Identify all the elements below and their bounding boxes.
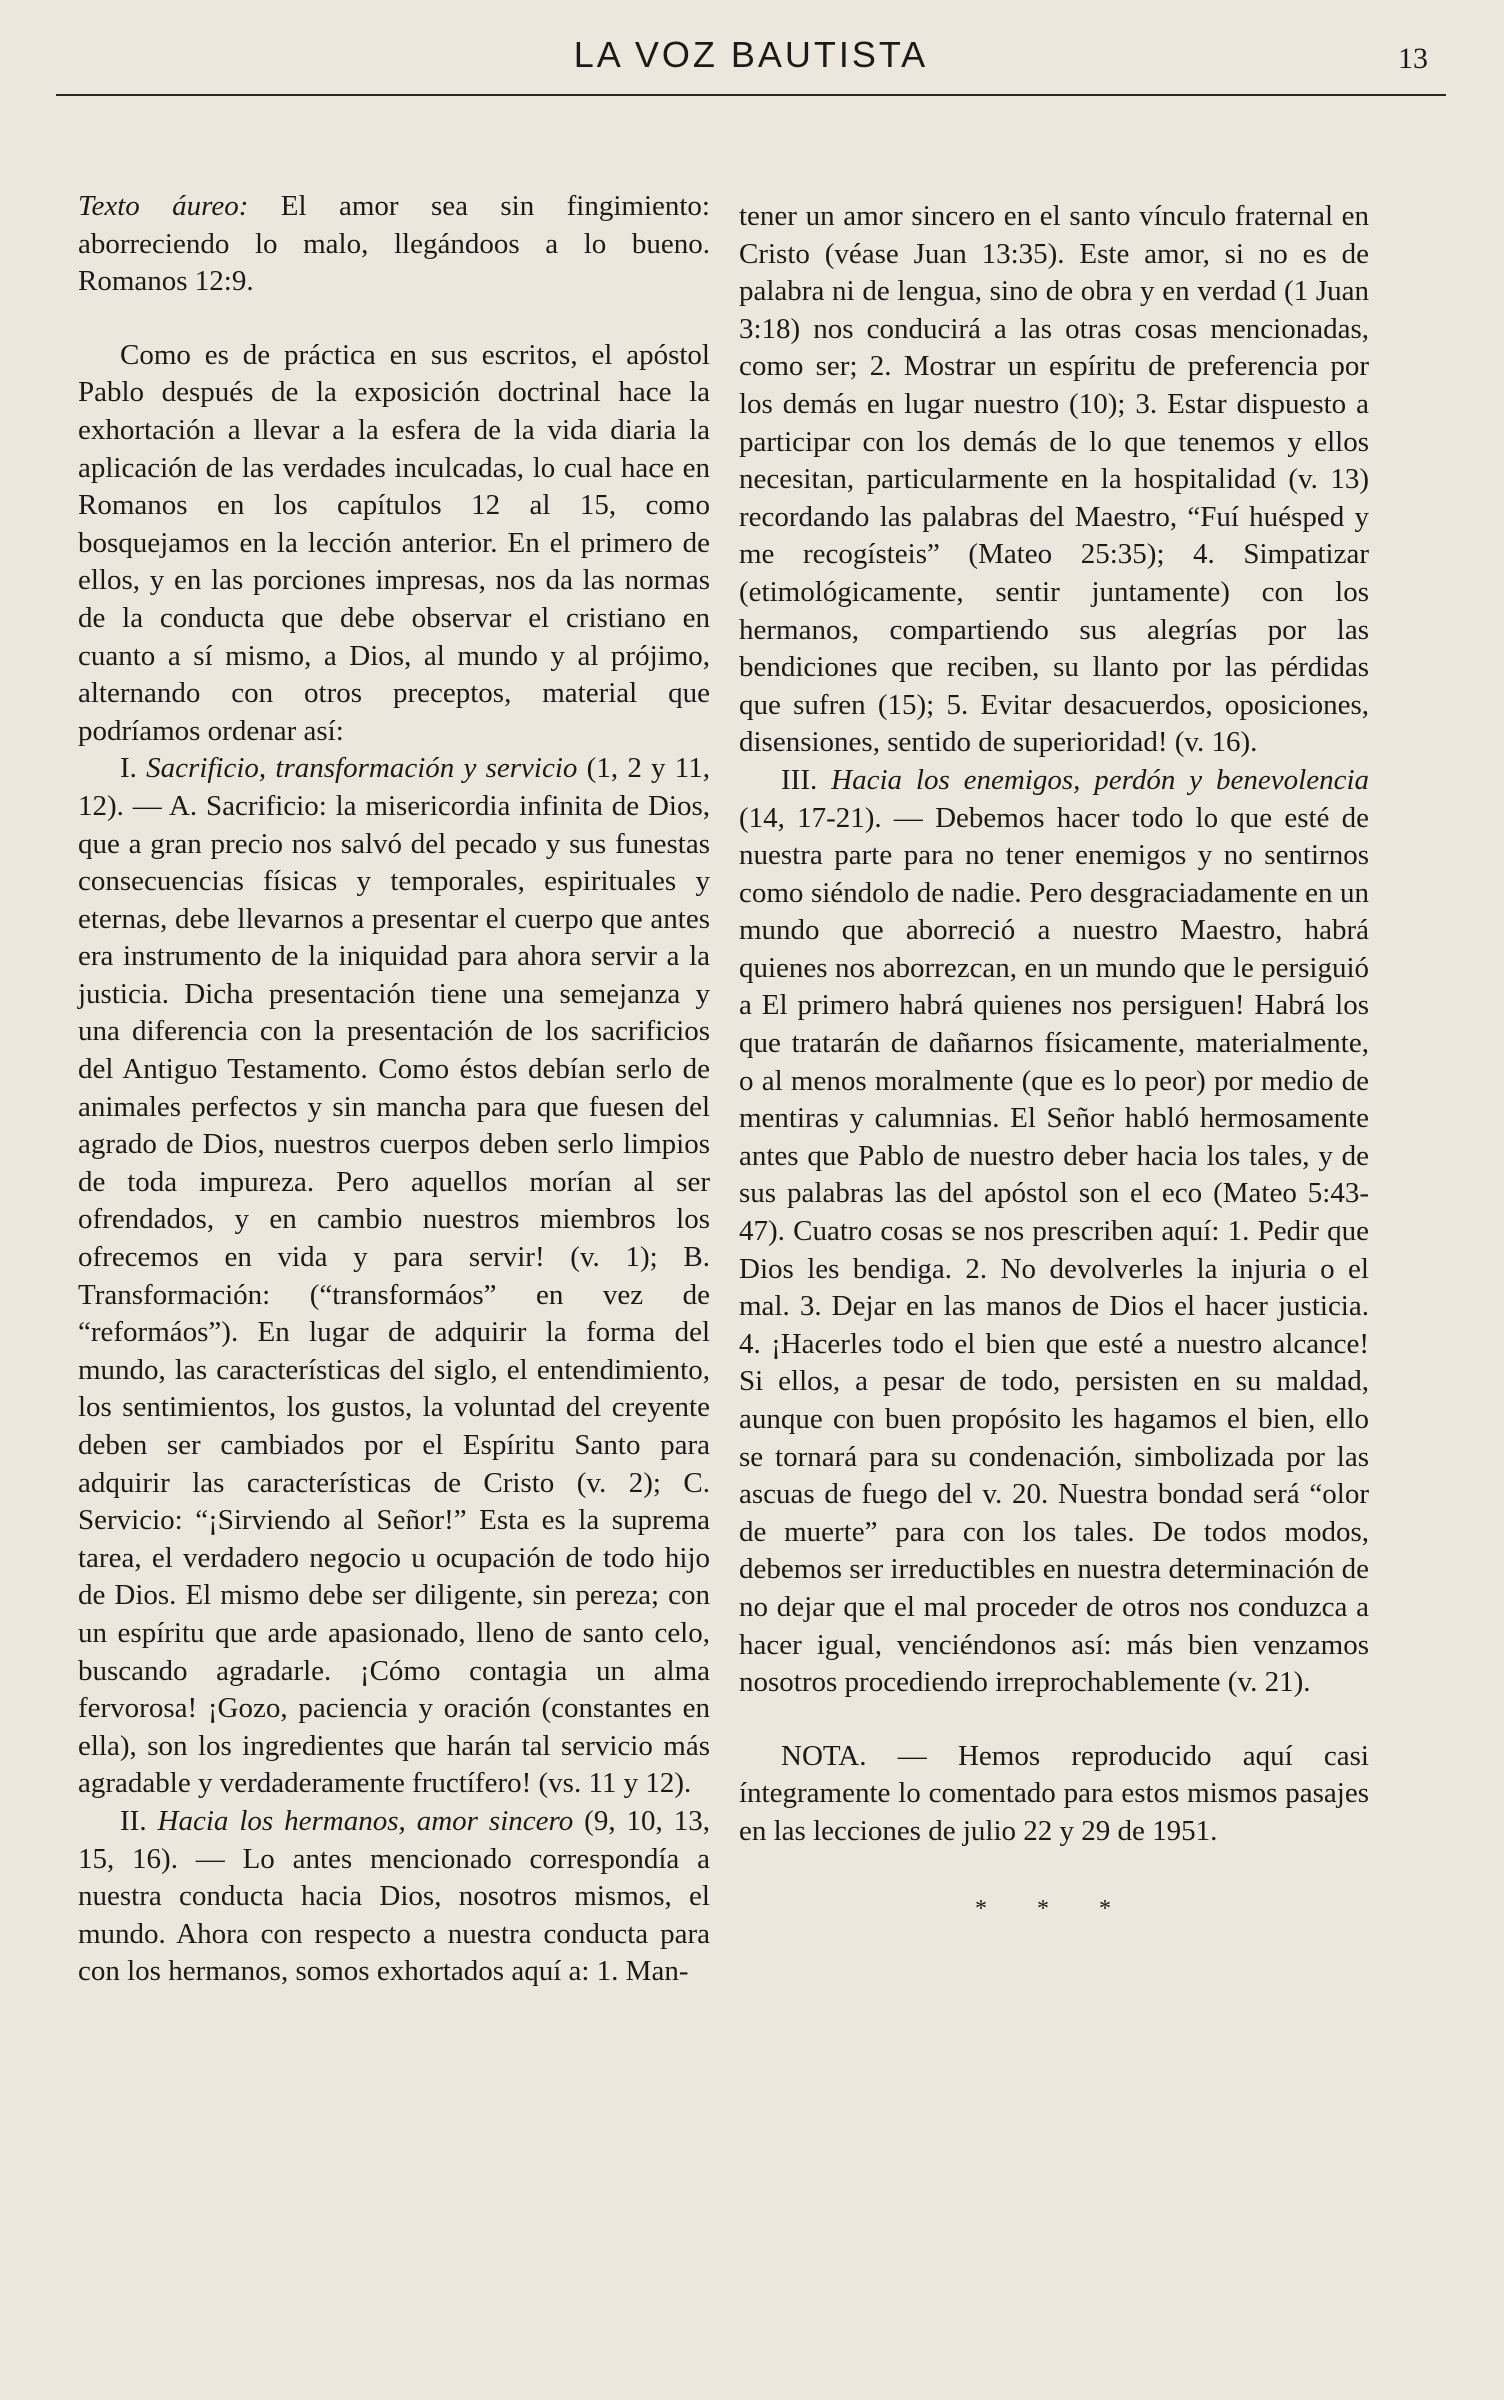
page-number: 13 bbox=[1398, 42, 1428, 75]
section-3-title: Hacia los enemigos, perdón y benevolencia bbox=[831, 763, 1369, 796]
section-2-body: (9, 10, 13, 15, 16). — Lo antes mencionado correspondía a nuestra conducta hacia Dios, nosotros mismos, el mundo. Ahora con respecto a nuestra conducta para con los hermanos, somos exhortados aquí a: 1. Man- bbox=[78, 1804, 710, 1988]
left-column bbox=[78, 188, 710, 1991]
note-paragraph: NOTA. — Hemos reproducido aquí casi íntegramente lo comentado para estos mismos pasajes en las lecciones de julio 22 y 29 de 1951. bbox=[739, 1739, 1369, 1847]
section-1-body: (1, 2 y 11, 12). — A. Sacrificio: la misericordia infinita de Dios, que a gran precio nos salvó del pecado y sus funestas consecuencias físicas y temporales, espirituales y eternas, debe llevarnos a presentar el cuerpo que antes era instrumento de la iniquidad para ahora servir a la justicia. Dicha presentación tiene una semejanza y una diferencia con la presentación de los sacrificios del Antiguo Testamento. Como éstos debían serlo de animales perfectos y sin mancha para que fuesen del agrado de Dios, nuestros cuerpos deben serlo limpios de toda impureza. Pero aquellos morían al ser ofrendados, y en cambio nuestros miembros los ofrecemos en vida y para servir! (v. 1); B. Transformación: (“transformáos” en vez de “reformáos”). En lugar de adquirir la forma del mundo, las características del siglo, el entendimiento, los sentimientos, los gustos, la voluntad del creyente deben ser cambiados por el Espíritu Santo para adquirir las características de Cristo (v. 2); C. Servicio: “¡Sirviendo al Señor!” Esta es la suprema tarea, el verdadero negocio u ocupación de todo hijo de Dios. El mismo debe ser diligente, sin pereza; con un espíritu que arde apasionado, lleno de santo celo, buscando agradarle. ¡Cómo contagia un alma fervorosa! ¡Gozo, paciencia y oración (constantes en ella), son los ingredientes que harán tal servicio más agradable y verdaderamente fructífero! (vs. 11 y 12). bbox=[78, 752, 710, 1800]
section-1-title: Sacrificio, transformación y servicio bbox=[146, 752, 578, 785]
section-2-continued: tener un amor sincero en el santo vínculo fraternal en Cristo (véase Juan 13:35). Este amor, si no es de palabra ni de lengua, sino de obra y en verdad (1 Juan 3:18) nos conducirá a las otras cosas mencionadas, como ser; 2. Mostrar un espíritu de preferencia por los demás en lugar nuestro (10); 3. Estar dispuesto a participar con los demás de lo que tenemos y ellos necesitan, particularmente en la hospitalidad (v. 13) recordando las palabras del Maestro, “Fuí huésped y me recogísteis” (Mateo 25:35); 4. Simpatizar (etimológicamente, sentir juntamente) con los hermanos, compartiendo sus alegrías por las bendiciones que reciben, su llanto por las pérdidas que sufren (15); 5. Evitar desacuerdos, oposiciones, disensiones, sentido de superioridad! (v. 16). bbox=[739, 200, 1369, 759]
right-column bbox=[739, 198, 1369, 1928]
header-rule bbox=[56, 94, 1446, 96]
section-3-number: III. bbox=[781, 763, 832, 796]
golden-text bbox=[78, 188, 710, 301]
section-2 bbox=[78, 1803, 710, 1991]
section-2-title: Hacia los hermanos, amor sincero bbox=[157, 1804, 574, 1837]
section-separator: * * * bbox=[975, 1895, 1133, 1922]
section-3-body: (14, 17-21). — Debemos hacer todo lo que esté de nuestra parte para no tener enemigos y no sentirnos como siéndolo de nadie. Pero desgraciadamente en un mundo que aborreció a nuestro Maestro, habrá quienes nos aborrezcan, en un mundo que le persiguió a El primero habrá quienes nos persiguen! Habrá los que tratarán de dañarnos físicamente, materialmente, o al menos moralmente (que es lo peor) por medio de mentiras y calumnias. El Señor habló hermosamente antes que Pablo de nuestro deber hacia los tales, y de sus palabras las del apóstol son el eco (Mateo 5:43-47). Cuatro cosas se nos prescriben aquí: 1. Pedir que Dios les bendiga. 2. No devolverles la injuria o el mal. 3. Dejar en las manos de Dios el hacer justicia. 4. ¡Hacerles todo el bien que esté a nuestro alcance! Si ellos, a pesar de todo, persisten en su maldad, aunque con buen propósito les hagamos el bien, ello se tornará para su condenación, simbolizada por las ascuas de fuego del v. 20. Nuestra bondad será “olor de muerte” para con los tales. De todos modos, debemos ser irreductibles en nuestra determinación de no dejar que el mal proceder de otros nos conduzca a hacer igual, venciéndonos así: más bien venzamos nosotros procediendo irreprochablemente (v. 21). bbox=[739, 801, 1369, 1699]
publication-title: LA VOZ BAUTISTA bbox=[573, 34, 929, 75]
section-2-number: II. bbox=[120, 1804, 158, 1837]
section-1 bbox=[78, 750, 710, 1803]
section-1-number: I. bbox=[120, 752, 147, 785]
section-3 bbox=[739, 762, 1369, 1702]
page-header bbox=[56, 34, 1446, 114]
golden-text-body: El amor sea sin fingimiento: aborreciendo lo malo, llegándoos a lo bueno. Romanos 12:9. bbox=[78, 190, 710, 298]
intro-paragraph: Como es de práctica en sus escritos, el apóstol Pablo después de la exposición doctrinal hace la exhortación a llevar a la esfera de la vida diaria la aplicación de las verdades inculcadas, lo cual hace en Romanos en los capítulos 12 al 15, como bosquejamos en la lección anterior. En el primero de ellos, y en las porciones impresas, nos da las normas de la conducta que debe observar el cristiano en cuanto a sí mismo, a Dios, al mundo y al prójimo, alternando con otros preceptos, material que podríamos ordenar así: bbox=[78, 338, 710, 747]
golden-text-label: Texto áureo: bbox=[78, 190, 249, 222]
